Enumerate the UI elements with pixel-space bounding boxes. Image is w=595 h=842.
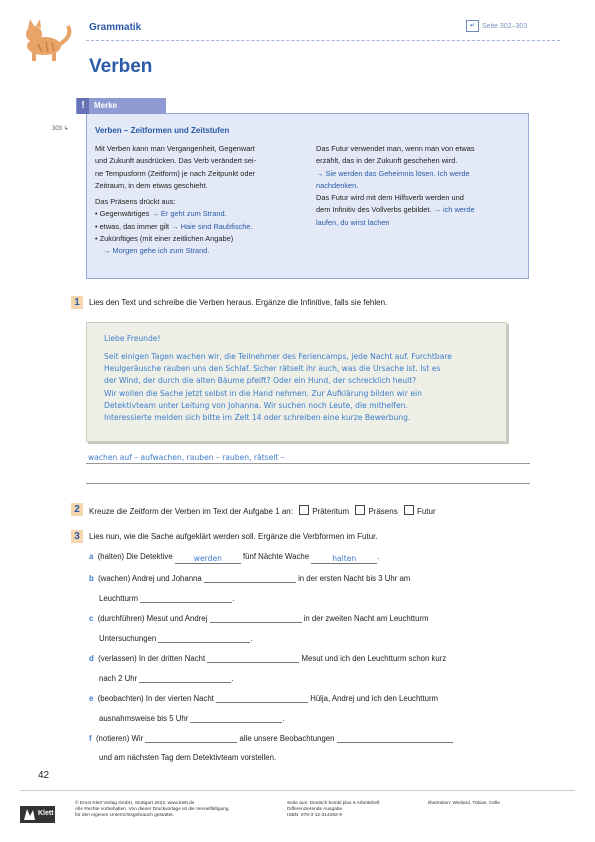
margin-reference: 303 ↳: [52, 126, 69, 132]
exercise-item-f: f (notieren) Wir alle unsere Beobachtungen: [89, 733, 453, 743]
task-number: 3: [71, 530, 83, 543]
exercise-item-c: c (durchführen) Mesut und Andrej in der zweiten Nacht am Leuchtturm: [89, 614, 429, 623]
letter-line: Detektivteam unter Leitung von Johanna. Wir suchen noch Leute, die mithelfen.: [104, 400, 408, 410]
merke-text-line: Das Futur wird mit dem Hilfsverb werden und: [316, 193, 464, 203]
task3-instruction: Lies nun, wie die Sache aufgeklärt werden soll. Ergänze die Verbformen im Futur.: [89, 532, 378, 541]
klett-logo-icon: [21, 806, 37, 823]
cat-illustration: [18, 16, 78, 66]
fill-blank[interactable]: [337, 733, 453, 743]
exercise-item-e-cont: ausnahmsweise bis 5 Uhr .: [99, 714, 285, 723]
exercise-item-b: b (wachen) Andrej und Johanna in der ersten Nacht bis 3 Uhr am: [89, 574, 411, 583]
checkbox-praesens[interactable]: [355, 505, 365, 515]
answer-text[interactable]: wachen auf – aufwachen, rauben – rauben, rätselt –: [88, 453, 285, 462]
fill-blank[interactable]: werden: [175, 554, 241, 564]
answer-line[interactable]: [86, 482, 530, 484]
merke-text-line: und Zukunft ausdrücken. Das Verb verändert sei-: [95, 156, 257, 166]
letter-line: Interessierte melden sich bitte im Zelt 14 oder schreiben eine kurze Bewerbung.: [104, 413, 411, 423]
exercise-item-f-cont: und am nächsten Tag dem Detektivteam vorstellen.: [99, 753, 277, 762]
fill-blank[interactable]: [139, 673, 231, 683]
fill-blank[interactable]: [158, 633, 250, 643]
footer-illustration: Illustration: Wieland, Tobias, Celle: [428, 801, 500, 806]
exercise-item-d-cont: nach 2 Uhr .: [99, 674, 234, 683]
merke-text-line: dem Infinitiv des Vollverbs gebildet. → ich werde: [316, 205, 475, 215]
header-divider: [86, 40, 560, 41]
bullet-example: → Morgen gehe ich zum Strand.: [103, 246, 210, 256]
merke-text-line: Zeitraum, in dem etwas geschieht.: [95, 180, 208, 190]
fill-blank[interactable]: [145, 733, 237, 743]
merke-tab: [76, 98, 166, 114]
merke-text-line: ne Tempusform (Zeitform) je nach Zeitpunkt oder: [95, 168, 256, 178]
checkbox-futur[interactable]: [404, 505, 414, 515]
footer-divider: [20, 790, 575, 791]
letter-greeting: Liebe Freunde!: [104, 334, 161, 343]
futur-example: → Sie werden das Geheimnis lösen. Ich werde: [316, 168, 470, 178]
exercise-item-d: d (verlassen) In der dritten Nacht Mesut und ich den Leuchtturm schon kurz: [89, 654, 447, 663]
fill-blank[interactable]: [216, 693, 308, 703]
fill-blank[interactable]: [207, 653, 299, 663]
fill-blank[interactable]: [204, 573, 296, 583]
task1-instruction: Lies den Text und schreibe die Verben heraus. Ergänze die Infinitive, falls sie fehlen.: [89, 298, 388, 307]
exercise-item-e: e (beobachten) In der vierten Nacht Hülja, Andrej und ich den Leuchtturm: [89, 694, 439, 703]
footer-source: Seite aus: Deutsch kombi plus 6 Arbeitsheft Differenzierende Ausgabe ISBN: 978-3-12-314492-9: [287, 801, 380, 818]
merke-right-column: [316, 143, 521, 229]
fill-blank[interactable]: [190, 713, 282, 723]
page-number: 42: [38, 770, 50, 781]
fill-blank[interactable]: [140, 593, 232, 603]
futur-example-cont: laufen, du wirst lachen: [316, 217, 390, 227]
footer-copyright: © Ernst Klett Verlag GmbH, Stuttgart 2024, www.klett.de Alle Rechte vorbehalten. Von dieser Druckvorlage ist die Vervielfältigung für den eigenen Unterrichtsgebrauch gestattet.: [75, 801, 229, 818]
letter-line: der Wind, der durch die alten Bäume pfeift? Oder ein Hund, der schrecklich heult?: [104, 376, 417, 386]
letter-line: Seit einigen Tagen wachen wir, die Teilnehmer des Feriencamps, jede Nacht auf. Furchtbare: [104, 352, 452, 361]
page-reference[interactable]: Seite 302–303: [482, 23, 528, 30]
page-title: Verben: [89, 56, 153, 77]
praesens-intro: Das Präsens drückt aus:: [95, 197, 176, 207]
answer-line[interactable]: [86, 462, 530, 464]
letter-line: Heulgeräusche rauben uns den Schlaf. Sicher rätselt ihr auch, was die Ursache ist. Ist es: [104, 364, 441, 374]
exercise-item-a: a (halten) Die Detektive werden fünf Nächte Wache halten .: [89, 552, 380, 563]
exclamation-icon: !: [77, 98, 89, 114]
task2-instruction: Kreuze die Zeitform der Verben im Text der Aufgabe 1 an: Präteritum Präsens Futur: [89, 507, 436, 516]
section-title: Grammatik: [89, 22, 142, 33]
exercise-item-c-cont: Untersuchungen .: [99, 634, 253, 643]
merke-label: Merke: [94, 101, 118, 110]
merke-text-line: Mit Verben kann man Vergangenheit, Gegenwart: [95, 144, 255, 153]
merke-title: Verben – Zeitformen und Zeitstufen: [95, 126, 230, 135]
letter-line: Wir wollen die Sache jetzt selbst in die Hand nehmen. Zur Aufklärung bilden wir ein: [104, 388, 422, 398]
letter-text: [104, 351, 504, 424]
merke-text-line: Das Futur verwendet man, wenn man von etwas: [316, 144, 475, 153]
futur-example-cont: nachdenken.: [316, 180, 359, 190]
task-number: 2: [71, 503, 83, 516]
merke-text-line: erzählt, das in der Zukunft geschehen wird.: [316, 156, 458, 166]
klett-logo: Klett: [20, 806, 55, 823]
bullet-item: • etwas, das immer gilt → Haie sind Raubfische.: [95, 221, 253, 231]
exercise-item-b-cont: Leuchtturm .: [99, 594, 235, 603]
bullet-item: • Gegenwärtiges → Er geht zum Strand.: [95, 209, 227, 219]
merke-left-column: [95, 143, 310, 258]
bullet-item: • Zukünftiges (mit einer zeitlichen Angabe): [95, 234, 234, 244]
book-ref-icon[interactable]: ↵: [466, 20, 479, 32]
task-number: 1: [71, 296, 83, 309]
checkbox-praeteritum[interactable]: [299, 505, 309, 515]
fill-blank[interactable]: [210, 613, 302, 623]
fill-blank[interactable]: halten: [311, 554, 377, 564]
